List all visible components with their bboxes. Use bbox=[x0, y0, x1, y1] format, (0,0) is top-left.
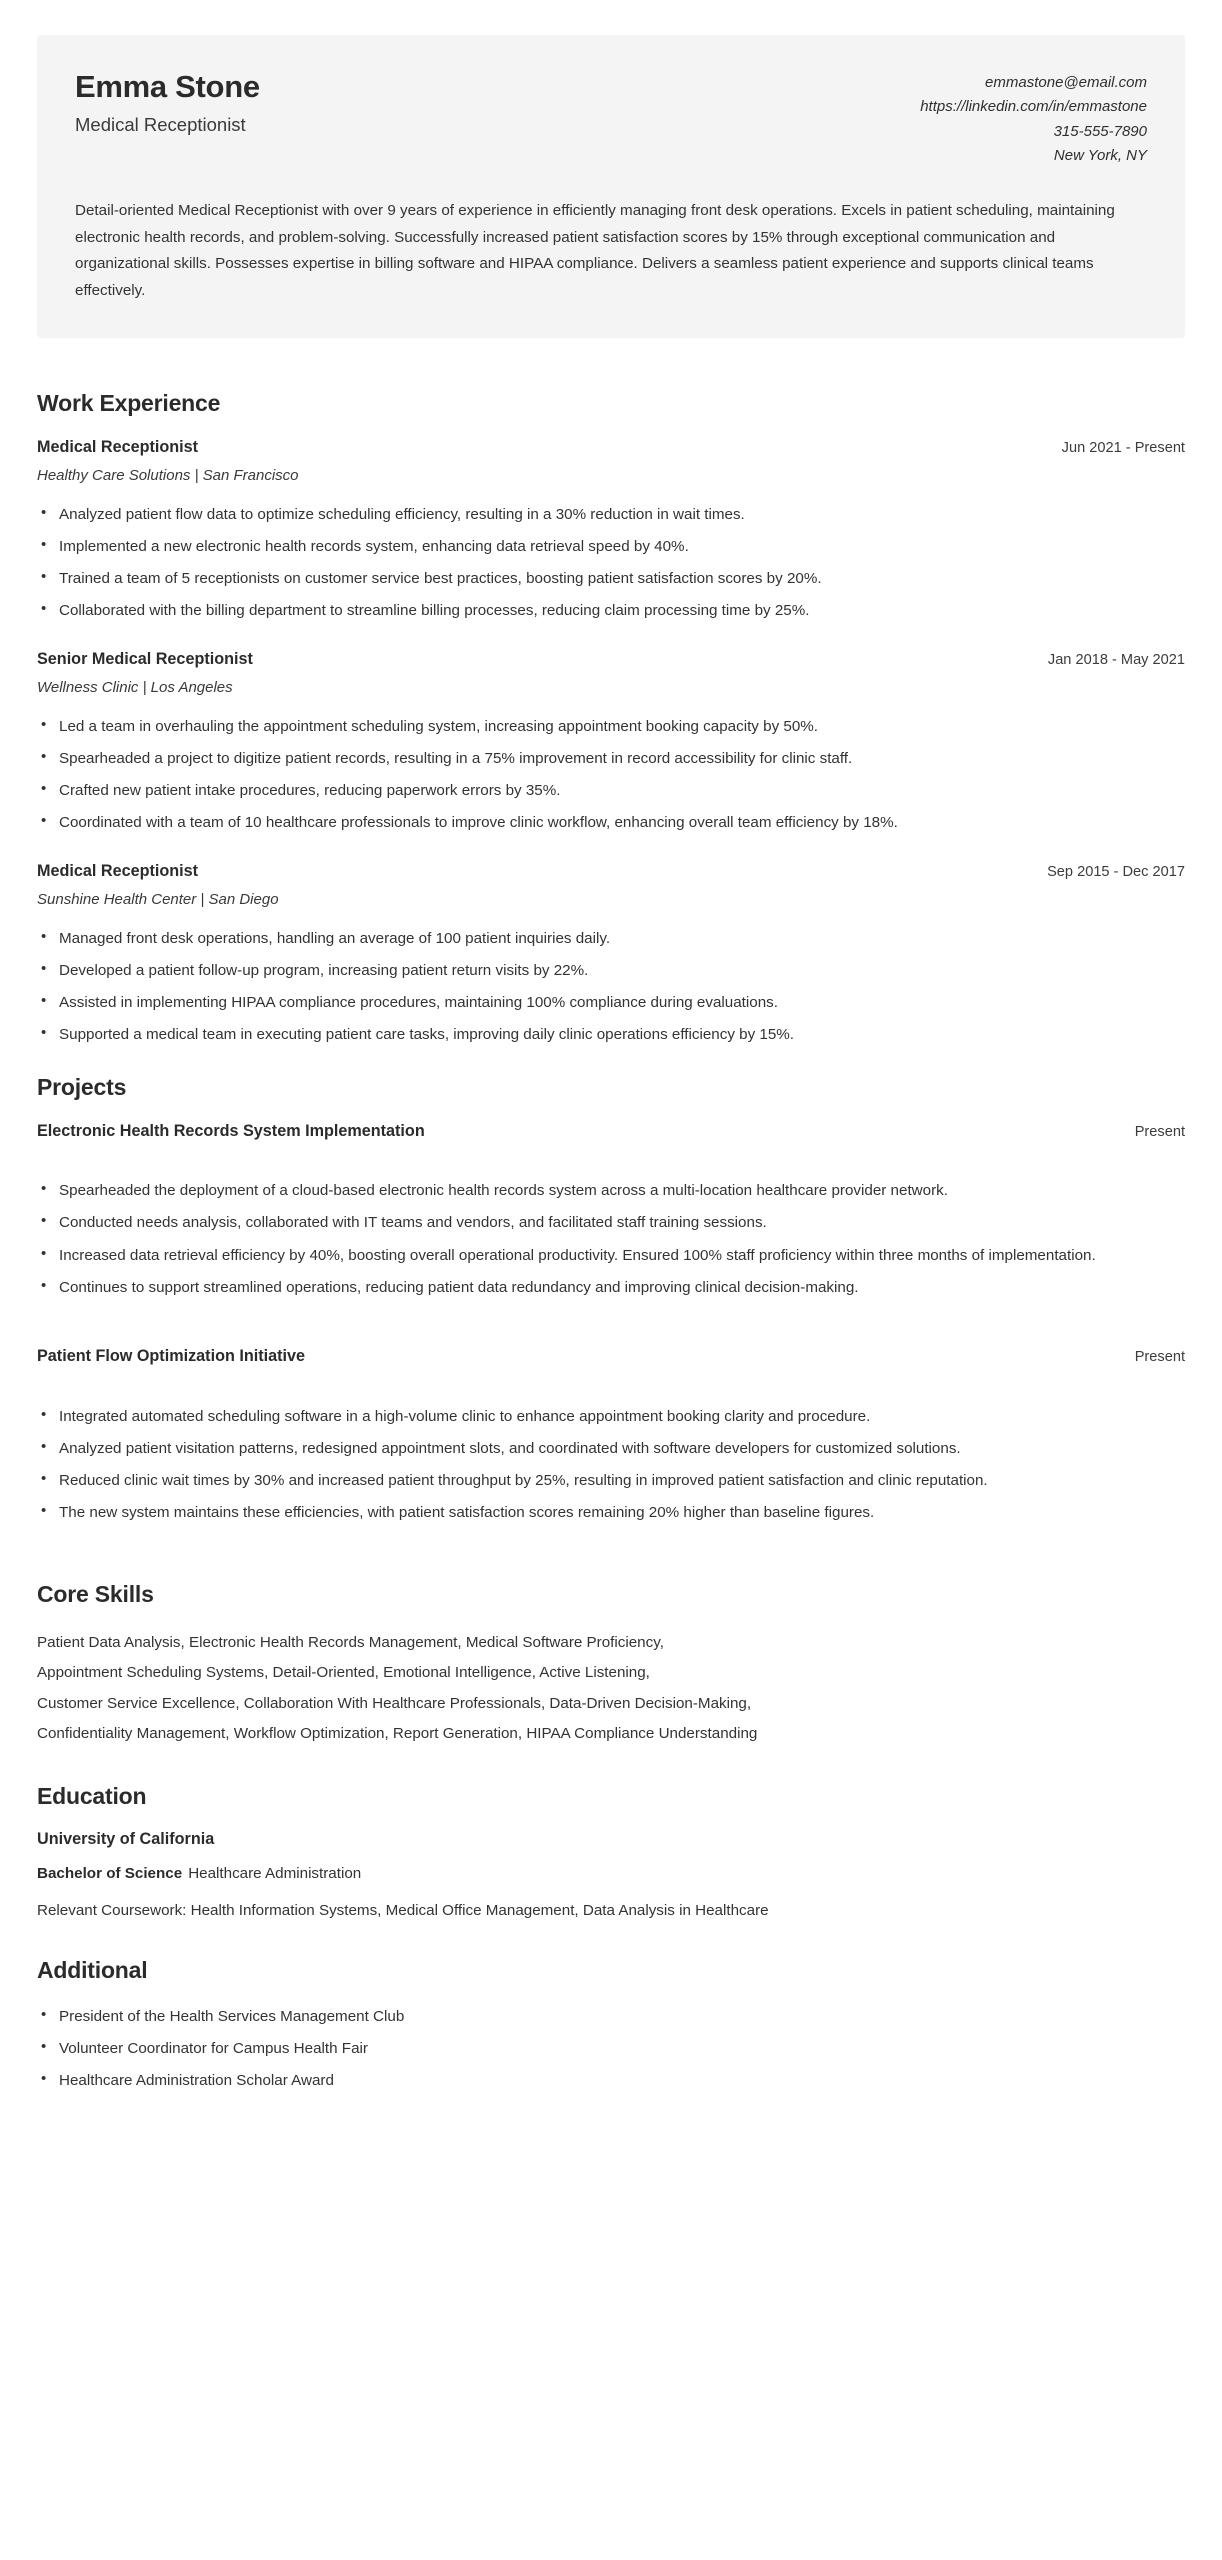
education-degree-name: Bachelor of Science bbox=[37, 1865, 183, 1883]
section-spacer bbox=[37, 1551, 1185, 1581]
header-top-row bbox=[75, 66, 1147, 168]
bullet-item: • Assisted in implementing HIPAA compliance procedures, maintaining 100% compliance during evaluations. bbox=[37, 990, 1107, 1015]
section-spacer bbox=[37, 1927, 1185, 1957]
work-entry-bullets bbox=[37, 714, 1185, 835]
project-entry-date: Present bbox=[1134, 1348, 1185, 1365]
section-heading-projects: Projects bbox=[37, 1073, 127, 1100]
bullet-item: • Trained a team of 5 receptionists on customer service best practices, boosting patient satisfaction scores by 20%. bbox=[37, 566, 1107, 591]
work-entry-title: Senior Medical Receptionist bbox=[37, 650, 253, 669]
candidate-name: Emma Stone bbox=[75, 69, 260, 104]
core-skills-list bbox=[37, 1628, 1117, 1750]
contact-block bbox=[920, 66, 1147, 168]
project-entry-bullets bbox=[37, 1178, 1185, 1299]
project-entry-head bbox=[37, 1121, 1185, 1143]
identity-block bbox=[75, 66, 260, 137]
bullet-item: • Healthcare Administration Scholar Award bbox=[37, 2068, 1107, 2093]
section-education bbox=[37, 1783, 1185, 1923]
bullet-item: • The new system maintains these efficiencies, with patient satisfaction scores remaining 20% higher than baseline figures. bbox=[37, 1500, 1107, 1525]
contact-location: New York, NY bbox=[1053, 146, 1147, 164]
work-entry-head bbox=[37, 649, 1185, 671]
work-entry-date: Sep 2015 - Dec 2017 bbox=[1047, 864, 1185, 881]
work-entry-company: Wellness Clinic | Los Angeles bbox=[37, 679, 233, 697]
project-entry-title: Electronic Health Records System Implementation bbox=[37, 1121, 425, 1140]
work-entry bbox=[37, 649, 1185, 835]
bullet-item: • Volunteer Coordinator for Campus Health Fair bbox=[37, 2036, 1107, 2061]
section-heading-core-skills: Core Skills bbox=[37, 1580, 154, 1607]
resume-header-panel bbox=[37, 35, 1185, 338]
bullet-item: • Managed front desk operations, handling an average of 100 patient inquiries daily. bbox=[37, 926, 1107, 951]
project-entry-head bbox=[37, 1346, 1185, 1368]
education-school: University of California bbox=[37, 1830, 215, 1849]
education-degree-line bbox=[37, 1863, 1185, 1886]
section-projects bbox=[37, 1074, 1185, 1525]
work-entry-bullets bbox=[37, 926, 1185, 1047]
bullet-item: • Spearheaded a project to digitize patient records, resulting in a 75% improvement in record accessibility for clinic staff. bbox=[37, 746, 1107, 771]
candidate-job-title: Medical Receptionist bbox=[75, 114, 246, 136]
work-entry-bullets bbox=[37, 502, 1185, 623]
work-entry bbox=[37, 437, 1185, 623]
bullet-item: • Increased data retrieval efficiency by 40%, boosting overall operational productivity. Ensured 100% staff proficiency within three months of implementation. bbox=[37, 1243, 1107, 1268]
bullet-item: • Collaborated with the billing department to streamline billing processes, reducing claim processing time by 25%. bbox=[37, 598, 1107, 623]
section-heading-work-experience: Work Experience bbox=[37, 390, 221, 416]
section-work-experience bbox=[37, 390, 1185, 1048]
skills-row: Patient Data Analysis, Electronic Health Records Management, Medical Software Proficiency, bbox=[37, 1633, 664, 1651]
bullet-item: • Spearheaded the deployment of a cloud-based electronic health records system across a multi-location healthcare provider network. bbox=[37, 1178, 1107, 1203]
section-heading-additional: Additional bbox=[37, 1957, 148, 1984]
additional-items-list bbox=[37, 2004, 1185, 2093]
bullet-item: • Analyzed patient visitation patterns, redesigned appointment slots, and coordinated with software developers for customized solutions. bbox=[37, 1436, 1107, 1461]
work-entry-title: Medical Receptionist bbox=[37, 438, 199, 456]
work-entry-title: Medical Receptionist bbox=[37, 862, 199, 881]
bullet-item: • Crafted new patient intake procedures, reducing paperwork errors by 35%. bbox=[37, 778, 1107, 803]
section-additional bbox=[37, 1957, 1185, 2093]
work-entry-date: Jan 2018 - May 2021 bbox=[1047, 652, 1185, 669]
project-entry-bullets bbox=[37, 1404, 1185, 1525]
work-entry-head bbox=[37, 437, 1185, 459]
skills-row: Customer Service Excellence, Collaboration With Healthcare Professionals, Data-Driven Decision-Making, bbox=[37, 1694, 752, 1712]
bullet-item: • Implemented a new electronic health records system, enhancing data retrieval speed by 40%. bbox=[37, 534, 1107, 559]
projects-spacer bbox=[37, 1326, 1185, 1346]
section-core-skills bbox=[37, 1581, 1185, 1750]
work-entry-date: Jun 2021 - Present bbox=[1061, 440, 1185, 456]
skills-row: Confidentiality Management, Workflow Optimization, Report Generation, HIPAA Compliance Understanding bbox=[37, 1725, 758, 1743]
contact-email[interactable]: emmastone@email.com bbox=[985, 74, 1147, 91]
section-spacer bbox=[37, 1753, 1185, 1783]
section-heading-education: Education bbox=[37, 1783, 147, 1810]
project-entry-date: Present bbox=[1134, 1123, 1185, 1140]
bullet-item: • Integrated automated scheduling software in a high-volume clinic to enhance appointment booking clarity and procedure. bbox=[37, 1404, 1107, 1429]
skills-row: Appointment Scheduling Systems, Detail-Oriented, Emotional Intelligence, Active Listening, bbox=[37, 1664, 650, 1682]
project-entry bbox=[37, 1346, 1185, 1525]
contact-phone[interactable]: 315-555-7890 bbox=[1053, 122, 1147, 140]
bullet-item: • Coordinated with a team of 10 healthcare professionals to improve clinic workflow, enhancing overall team efficiency by 18%. bbox=[37, 810, 1107, 835]
education-degree-field: Healthcare Administration bbox=[188, 1865, 362, 1883]
work-entry bbox=[37, 861, 1185, 1047]
project-entry bbox=[37, 1121, 1185, 1300]
education-coursework: Relevant Coursework: Health Information Systems, Medical Office Management, Data Analysis in Healthcare bbox=[37, 1902, 769, 1920]
project-entry-title: Patient Flow Optimization Initiative bbox=[37, 1346, 306, 1365]
work-entry-company: Sunshine Health Center | San Diego bbox=[37, 891, 279, 909]
bullet-item: • Led a team in overhauling the appointment scheduling system, increasing appointment booking capacity by 50%. bbox=[37, 714, 1107, 739]
work-entry-head bbox=[37, 861, 1185, 883]
bullet-item: • President of the Health Services Management Club bbox=[37, 2004, 1107, 2029]
bullet-item: • Analyzed patient flow data to optimize scheduling efficiency, resulting in a 30% reduction in wait times. bbox=[37, 502, 1107, 527]
professional-summary: Detail-oriented Medical Receptionist with over 9 years of experience in efficiently managing front desk operations. Excels in patient scheduling, maintaining electronic health records, and problem-solving. Successfully increased patient satisfaction scores by 15% through exceptional communication and organizational skills. Possesses expertise in billing software and HIPAA compliance. Delivers a seamless patient experience and supports clinical teams effectively. bbox=[75, 202, 1115, 299]
contact-linkedin[interactable]: https://linkedin.com/in/emmastone bbox=[920, 98, 1147, 116]
bullet-item: • Reduced clinic wait times by 30% and increased patient throughput by 25%, resulting in improved patient satisfaction and clinic reputation. bbox=[37, 1468, 1107, 1493]
bullet-item: • Developed a patient follow-up program, increasing patient return visits by 22%. bbox=[37, 958, 1107, 983]
work-entry-company: Healthy Care Solutions | San Francisco bbox=[37, 466, 299, 484]
bullet-item: • Supported a medical team in executing patient care tasks, improving daily clinic operations efficiency by 15%. bbox=[37, 1022, 1107, 1047]
bullet-item: • Continues to support streamlined operations, reducing patient data redundancy and improving clinical decision-making. bbox=[37, 1275, 1107, 1300]
bullet-item: • Conducted needs analysis, collaborated with IT teams and vendors, and facilitated staff training sessions. bbox=[37, 1210, 1107, 1235]
